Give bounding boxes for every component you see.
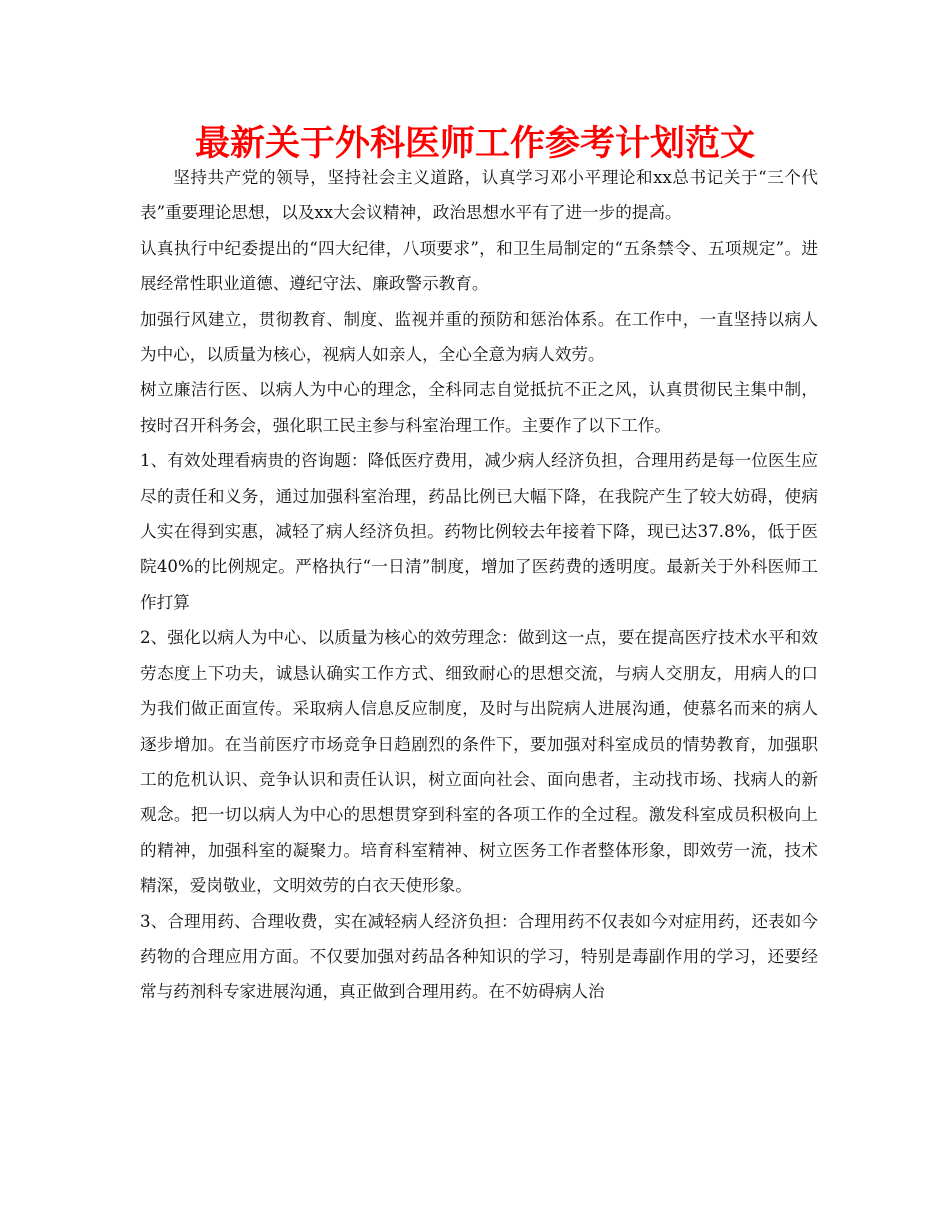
document-body <box>140 160 818 1010</box>
paragraph-3: 加强行风建立，贯彻教育、制度、监视并重的预防和惩治体系。在工作中，一直坚持以病人为中心，以质量为核心，视病人如亲人，全心全意为病人效劳。 <box>140 309 818 365</box>
paragraph-2: 认真执行中纪委提出的“四大纪律，八项要求”，和卫生局制定的“五条禁令、五项规定”。进展经常性职业道德、遵纪守法、廉政警示教育。 <box>140 238 818 294</box>
paragraph-7: 3、合理用药、合理收费，实在减轻病人经济负担：合理用药不仅表如今对症用药，还表如今药物的合理应用方面。不仅要加强对药品各种知识的学习，特别是毒副作用的学习，还要经常与药剂科专家进展沟通，真正做到合理用药。在不妨碍病人治 <box>140 911 818 1002</box>
paragraph-5: 1、有效处理看病贵的咨询题：降低医疗费用，减少病人经济负担，合理用药是每一位医生应尽的责任和义务，通过加强科室治理，药品比例已大幅下降，在我院产生了较大妨碍，使病人实在得到实惠，减轻了病人经济负担。药物比例较去年接着下降，现已达37.8%，低于医院40%的比例规定。严格执行“一日清”制度，增加了医药费的透明度。最新关于外科医师工作打算 <box>140 451 818 612</box>
paragraph-6: 2、强化以病人为中心、以质量为核心的效劳理念：做到这一点，要在提高医疗技术水平和效劳态度上下功夫，诚恳认确实工作方式、细致耐心的思想交流，与病人交朋友，用病人的口为我们做正面宣传。采取病人信息反应制度，及时与出院病人进展沟通，使慕名而来的病人逐步增加。在当前医疗市场竞争日趋剧烈的条件下，要加强对科室成员的情势教育，加强职工的危机认识、竞争认识和责任认识，树立面向社会、面向患者，主动找市场、找病人的新观念。把一切以病人为中心的思想贯穿到科室的各项工作的全过程。激发科室成员积极向上的精神，加强科室的凝聚力。培育科室精神、树立医务工作者整体形象，即效劳一流，技术精深，爱岗敬业，文明效劳的白衣天使形象。 <box>140 628 818 896</box>
paragraph-4: 树立廉洁行医、以病人为中心的理念，全科同志自觉抵抗不正之风，认真贯彻民主集中制，按时召开科务会，强化职工民主参与科室治理工作。主要作了以下工作。 <box>140 380 818 435</box>
document-title: 最新关于外科医师工作参考计划范文 <box>194 124 755 164</box>
paragraph-1: 坚持共产党的领导，坚持社会主义道路，认真学习邓小平理论和xx总书记关于“三个代表”重要理论思想，以及xx大会议精神，政治思想水平有了进一步的提高。 <box>140 168 818 223</box>
